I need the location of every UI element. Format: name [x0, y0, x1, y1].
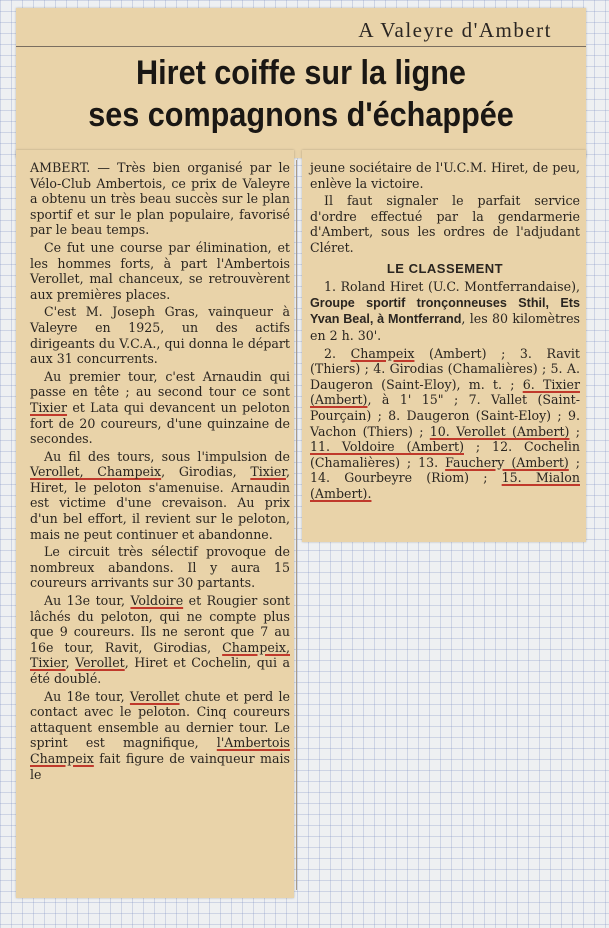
paragraph: Ce fut une course par élimination, et les hommes forts, à part l'Ambertois Verollet, mal chanceux, se retrouvèrent aux premières places.: [30, 239, 290, 302]
article-headline: [45, 52, 558, 136]
text-run: , les 80 kilomètres en 2 h. 30'.: [310, 311, 580, 343]
text-run: ;: [569, 423, 581, 439]
text-run: , Girodias,: [161, 464, 251, 480]
underlined-name: Voldoire: [130, 593, 184, 609]
underlined-name: Verollet, Champeix: [30, 464, 162, 480]
underlined-name: Verollet: [129, 688, 180, 704]
paragraph: [30, 369, 290, 447]
text-run: (Ambert) ; 3. Ravit (Thiers) ; 4. Girodias (Chamalières) ; 5. A. Daugeron (Saint-Eloy), m. t. ;: [310, 345, 580, 392]
text-run: chute et perd le contact avec le peloton. Cinq coureurs attaquent ensemble au dernier tour. Le sprint est magnifique,: [30, 688, 290, 751]
underlined-name: Champeix: [350, 345, 415, 361]
headline-line-2: ses compagnons d'échappée: [88, 96, 514, 134]
text-run: , Hiret et Cochelin, qui a été doublé.: [30, 655, 290, 686]
classement-heading: LE CLASSEMENT: [386, 260, 504, 276]
paragraph: jeune sociétaire de l'U.C.M. Hiret, de peu, enlève la victoire.: [310, 160, 580, 191]
team-name: Groupe sportif tronçonneuses Sthil, Ets Yvan Beal, à Montferrand: [310, 295, 580, 327]
paragraph: AMBERT. — Très bien organisé par le Vélo-Club Ambertois, ce prix de Valeyre a obtenu un très beau succès sur le plan sportif et sur le plan populaire, favorisé par le beau temps.: [30, 160, 290, 238]
text-run: , Hiret, le peloton s'amenuise. Arnaudin est victime d'une crevaison. Au prix d'un bel effort, il revient sur le peloton, mais ne peut continuer et abandonne.: [30, 464, 290, 542]
underlined-name: 11. Voldoire (Ambert): [310, 439, 464, 455]
underlined-name: Champeix, Tixier: [30, 639, 290, 671]
text-run: et Rougier sont lâchés du peloton, qui ne compte plus que 9 coureurs. Ils ne seront que 7 au 16e tour, Ravit, Girodias,: [30, 593, 290, 655]
text-run: Au 13e tour,: [44, 593, 131, 609]
left-column-text: [30, 160, 290, 784]
text-run: fait figure de vainqueur mais le: [30, 750, 290, 782]
text-run: ; 12. Cochelin (Chamalières) ; 13.: [310, 439, 580, 470]
paragraph: [30, 593, 290, 687]
underlined-name: 6. Tixier (Ambert): [310, 376, 580, 408]
underlined-name: Verollet: [75, 655, 125, 671]
underlined-name: l'Ambertois Champeix: [30, 735, 290, 766]
headline-line-1: Hiret coiffe sur la ligne: [136, 54, 466, 92]
text-run: et Lata qui devancent un peloton fort de 20 coureurs, d'une quinzaine de secondes.: [30, 399, 290, 447]
underlined-name: Tixier: [250, 464, 286, 480]
text-run: ,: [65, 655, 76, 671]
underlined-name: Fauchery (Ambert): [445, 454, 569, 470]
right-column-clipping: [302, 150, 586, 542]
underlined-name: 10. Verollet (Ambert): [429, 423, 570, 439]
result-paragraph: [310, 279, 580, 343]
right-column-text: [310, 160, 580, 503]
paragraph: Il faut signaler le parfait service d'ordre effectué par la gendarmerie d'Ambert, sous les ordres de l'adjudant Cléret.: [310, 193, 580, 255]
paragraph: C'est M. Joseph Gras, vainqueur à Valeyre en 1925, un des actifs dirigeants du V.C.A., qui donna le départ aux 31 concurrents.: [30, 304, 290, 367]
text-run: Au fil des tours, sous l'impulsion de: [44, 448, 290, 464]
paragraph: [30, 689, 290, 783]
text-run: ; 14. Gourbeyre (Riom) ;: [310, 454, 580, 486]
text-run: Au premier tour, c'est Arnaudin qui passe en tête ; au second tour ce sont: [30, 368, 290, 400]
left-column-clipping: [16, 150, 294, 898]
paragraph: Le circuit très sélectif provoque de nombreux abandons. Il y aura 15 coureurs arrivants sur 30 partants.: [30, 544, 290, 591]
result-paragraph: [310, 346, 580, 502]
text-run: , à 1' 15" ; 7. Vallet (Saint-Pourçain) ; 8. Daugeron (Saint-Eloy) ; 9. Vachon (Thiers) ;: [310, 392, 580, 439]
article-kicker: A Valeyre d'Ambert: [358, 18, 552, 42]
text-run: 2.: [324, 345, 351, 361]
column-divider: [296, 160, 297, 890]
article-header: [16, 8, 586, 158]
paragraph: [30, 449, 290, 543]
underlined-name: Tixier: [30, 399, 68, 415]
kicker-divider: [16, 46, 586, 47]
text-run: Au 18e tour,: [44, 688, 130, 704]
underlined-name: 15. Mialon (Ambert).: [310, 470, 580, 501]
text-run: 1. Roland Hiret (U.C. Montferrandaise),: [324, 279, 580, 295]
